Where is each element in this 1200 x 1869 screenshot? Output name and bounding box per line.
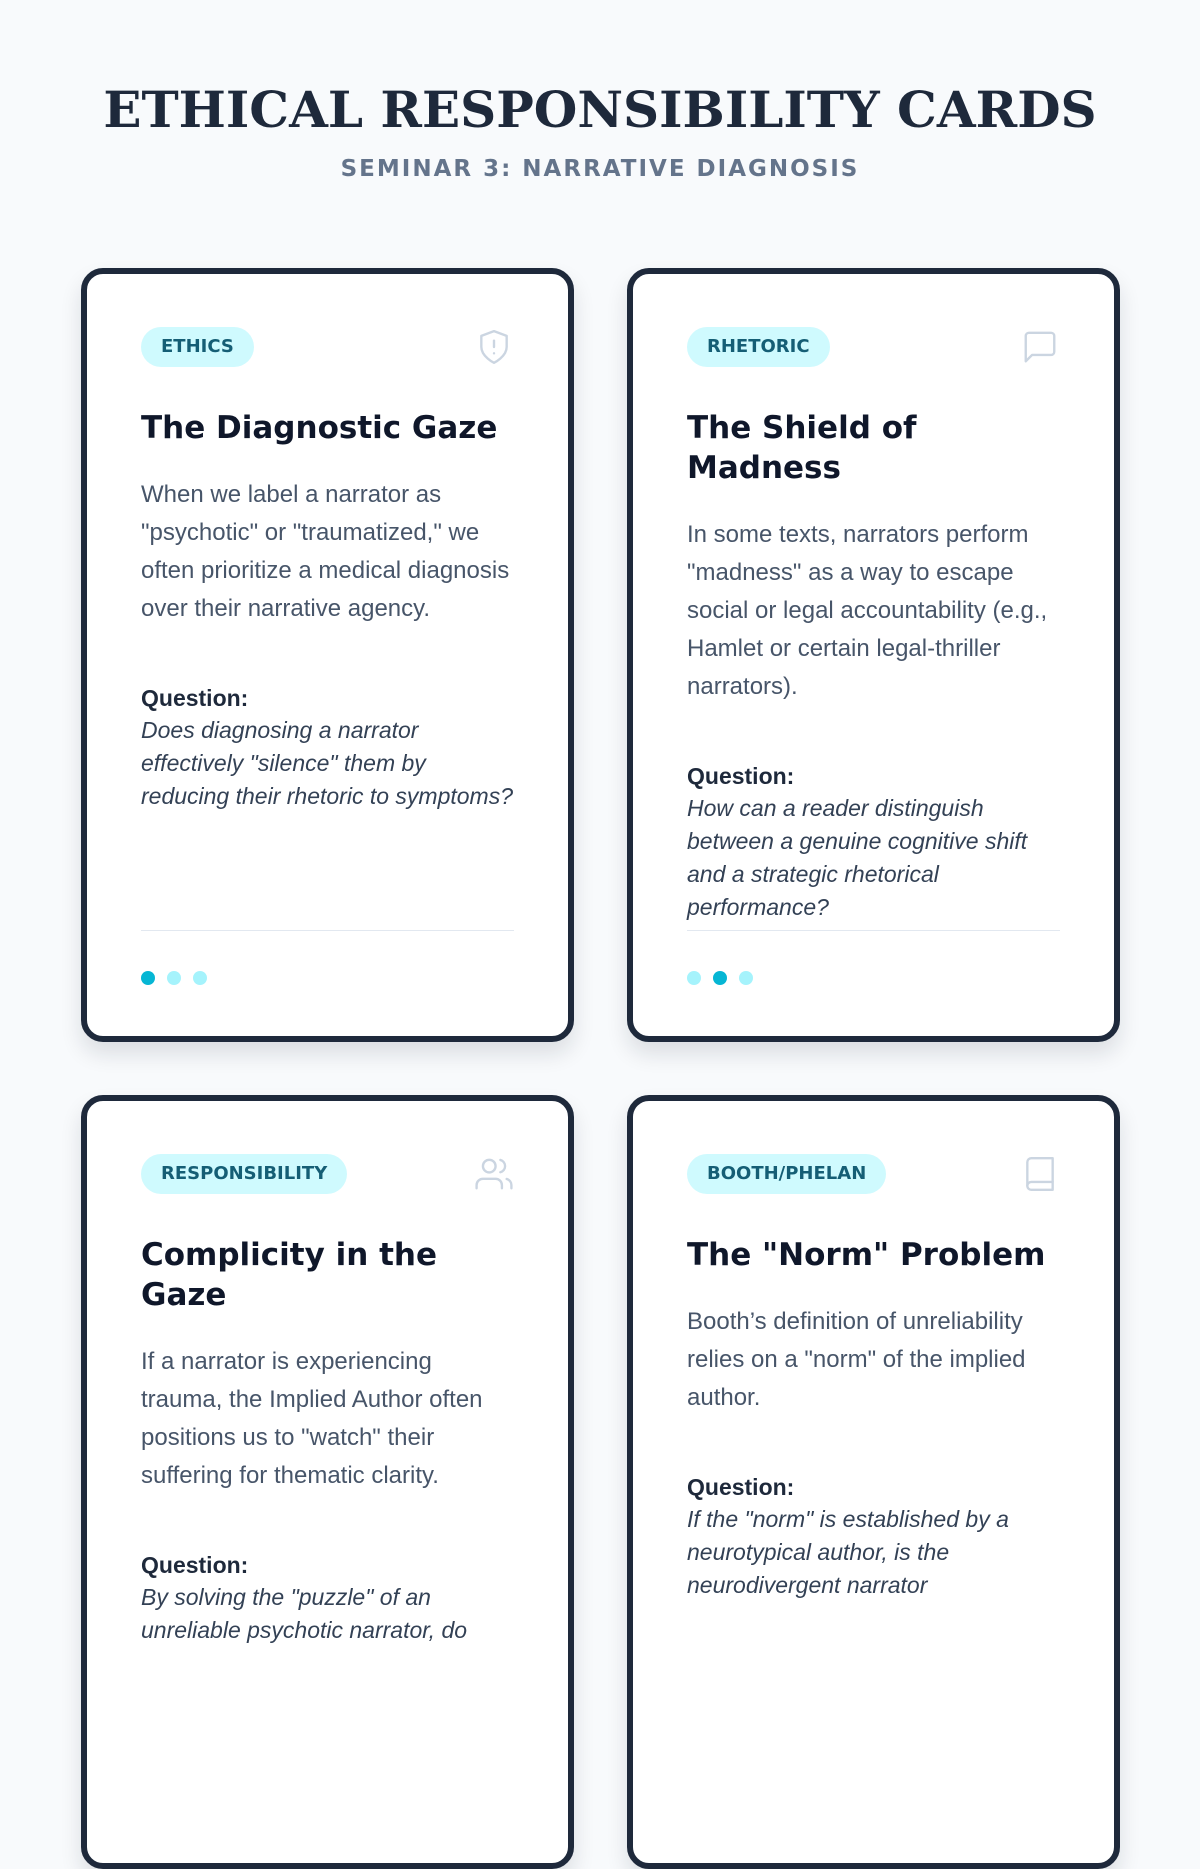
card-diagnostic-gaze[interactable] <box>81 268 574 1042</box>
pagination-dot[interactable] <box>739 971 753 985</box>
question-text: By solving the "puzzle" of an unreliable psychotic narrator, do <box>141 1584 468 1643</box>
card-title: The "Norm" Problem <box>687 1237 1046 1273</box>
speech-bubble-icon <box>1020 327 1060 367</box>
page-header <box>0 0 1200 182</box>
pagination-dots <box>141 971 514 985</box>
question-label: Question: <box>687 1474 795 1500</box>
card-description: In some texts, narrators perform "madness" as a way to escape social or legal accountability (e.g., Hamlet or certain legal-thriller narrators). <box>687 521 1048 700</box>
page-subtitle: SEMINAR 3: NARRATIVE DIAGNOSIS <box>340 156 860 182</box>
card-title: The Diagnostic Gaze <box>141 410 498 446</box>
card-shield-of-madness[interactable] <box>627 268 1120 1042</box>
pagination-dot[interactable] <box>141 971 155 985</box>
card-description: If a narrator is experiencing trauma, the Implied Author often positions us to "watch" their suffering for thematic clarity. <box>141 1348 483 1489</box>
card-tag: ETHICS <box>141 327 254 367</box>
question-text: If the "norm" is established by a neurotypical author, is the neurodivergent narrator <box>687 1506 1009 1598</box>
shield-alert-icon <box>474 327 514 367</box>
card-norm-problem[interactable] <box>627 1095 1120 1869</box>
card-top <box>687 1153 1060 1195</box>
question-text: How can a reader distinguish between a genuine cognitive shift and a strategic rhetorical performance? <box>687 795 1028 920</box>
pagination-dot[interactable] <box>687 971 701 985</box>
cards-grid <box>81 268 1120 1869</box>
card-top <box>687 326 1060 368</box>
card-description: When we label a narrator as "psychotic" or "traumatized," we often prioritize a medical diagnosis over their narrative agency. <box>141 481 510 622</box>
card-footer <box>687 930 1060 1031</box>
question-label: Question: <box>687 763 795 789</box>
question-label: Question: <box>141 685 249 711</box>
pagination-dot[interactable] <box>713 971 727 985</box>
pagination-dot[interactable] <box>193 971 207 985</box>
card-top <box>141 1153 514 1195</box>
card-tag: RESPONSIBILITY <box>141 1154 347 1194</box>
card-description: Booth’s definition of unreliability relies on a "norm" of the implied author. <box>687 1308 1026 1411</box>
card-complicity-in-gaze[interactable] <box>81 1095 574 1869</box>
card-title: Complicity in the Gaze <box>141 1237 438 1313</box>
pagination-dot[interactable] <box>167 971 181 985</box>
card-tag: RHETORIC <box>687 327 830 367</box>
pagination-dots <box>687 971 1060 985</box>
page-title: ETHICAL RESPONSIBILITY CARDS <box>103 80 1097 139</box>
card-footer <box>141 930 514 1031</box>
question-text: Does diagnosing a narrator effectively "silence" them by reducing their rhetoric to symptoms? <box>141 717 513 809</box>
question-label: Question: <box>141 1552 249 1578</box>
book-icon <box>1020 1154 1060 1194</box>
card-title: The Shield of Madness <box>687 410 917 486</box>
users-icon <box>474 1154 514 1194</box>
card-tag: BOOTH/PHELAN <box>687 1154 886 1194</box>
card-top <box>141 326 514 368</box>
